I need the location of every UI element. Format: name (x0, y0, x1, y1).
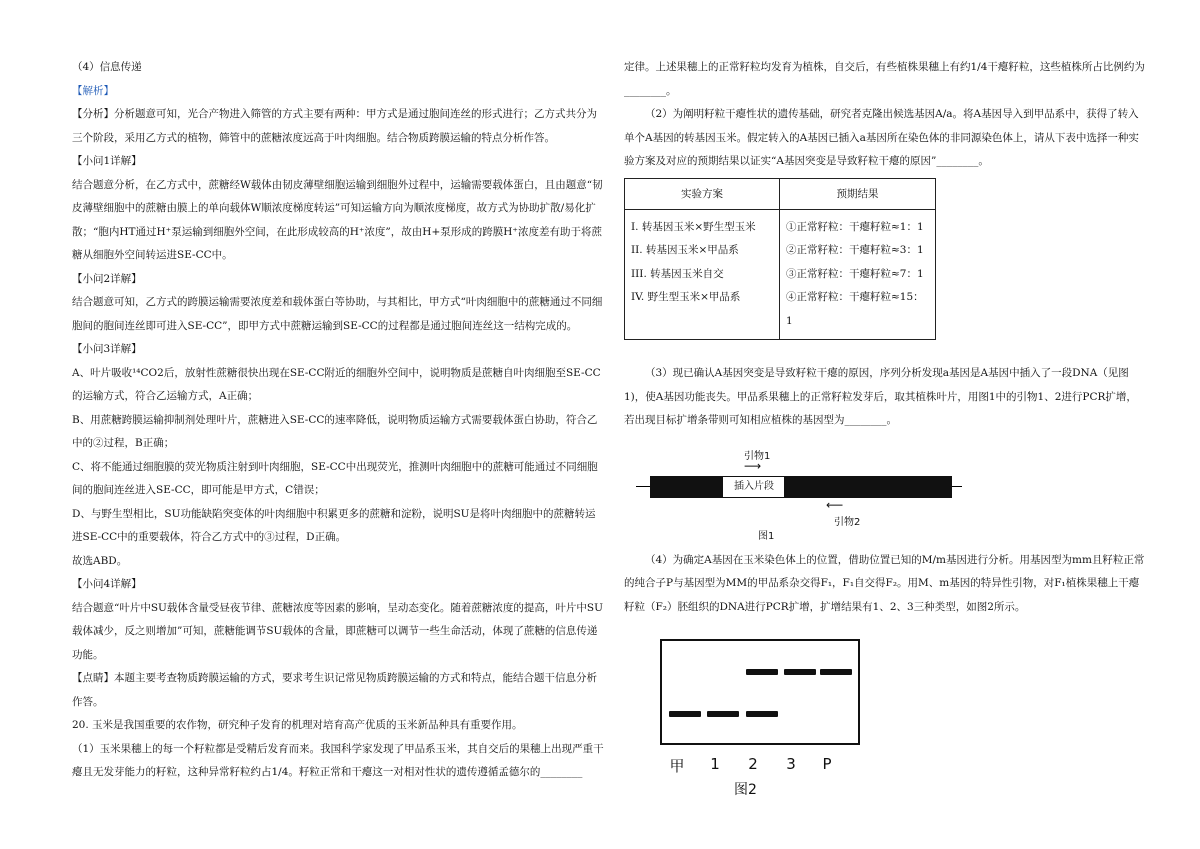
figure-1-gene-diagram (636, 447, 966, 542)
paragraph: B、用蔗糖跨膜运输抑制剂处理叶片，蔗糖进入SE-CC的速率降低，说明物质运输方式需要载体蛋白协助，符合乙中的②过程，B正确； (72, 413, 598, 449)
plan-item: III. 转基因玉米自交 (631, 267, 724, 280)
result-item: ①正常籽粒：干瘪籽粒≈1：1 (786, 220, 924, 233)
lane-label: P (822, 755, 832, 773)
paragraph: （4）信息传递 (72, 61, 142, 73)
paragraph: 【小问2详解】 (72, 272, 142, 285)
gene-block-right (784, 476, 952, 498)
insert-fragment: 插入片段 (722, 476, 786, 498)
paragraph: 结合题意“叶片中SU载体含量受昼夜节律、蔗糖浓度等因素的影响，呈动态变化。随着蔗糖浓度的提高，叶片中SU载体减少，反之则增加”可知，蔗糖能调节SU载体的含量，即蔗糖可以调节一些生命活动，体现了蔗糖的信息传递功能。 (72, 601, 603, 661)
plan-item: II. 转基因玉米×甲品系 (631, 244, 739, 256)
right-column (624, 56, 1146, 799)
paragraph: （1）玉米果穗上的每一个籽粒都是受精后发育而来。我国科学家发现了甲品系玉米，其自交后的果穗上出现严重干瘪且无发芽能力的籽粒，这种异常籽粒约占1/4。籽粒正常和干瘪这一对相对性状的遗传遵循孟德尔的________ (72, 742, 604, 778)
paragraph: （3）现已确认A基因突变是导致籽粒干瘪的原因，序列分析发现a基因是A基因中插入了一段DNA（见图1)，使A基因功能丧失。甲品系果穗上的正常籽粒发芽后，取其植株叶片，用图1中的引物1、2进行PCR扩增，若出现目标扩增条带则可知相应植株的基因型为________。 (624, 367, 1137, 426)
paragraph: （2）为阐明籽粒干瘪性状的遗传基础，研究者克隆出候选基因A/a。将A基因导入到甲品系中，获得了转入单个A基因的转基因玉米。假定转入的A基因已插入a基因所在染色体的非同源染色体上，请从下表中选择一种实验方案及对应的预期结果以证实“A基因突变是导致籽粒干瘪的原因”________。 (624, 108, 1139, 167)
paragraph: 【小问3详解】 (72, 343, 142, 355)
paragraph: A、叶片吸收¹⁴CO2后，放射性蔗糖很快出现在SE-CC附近的细胞外空间中，说明物质是蔗糖自叶肉细胞至SE-CC的运输方式，符合乙运输方式，A正确； (72, 366, 601, 402)
gel-box (660, 639, 860, 745)
gel-band (820, 669, 852, 675)
result-cell (780, 209, 936, 340)
paragraph: 【小问1详解】 (72, 155, 142, 167)
plan-item: IV. 野生型玉米×甲品系 (631, 291, 741, 303)
gel-band (784, 669, 816, 675)
paragraph: 结合题意分析，在乙方式中，蔗糖经W载体由韧皮薄壁细胞运输到细胞外过程中，运输需要载体蛋白，且由题意“韧皮薄壁细胞中的蔗糖由膜上的单向载体W顺浓度梯度转运”可知运输方向为顺浓度梯度，故方式为协助扩散/易化扩散；“胞内HT通过H⁺泵运输到细胞外空间，在此形成较高的H⁺浓度”，故由H+泵形成的跨膜H⁺浓度差有助于将蔗糖从细胞外空间转运进SE-CC中。 (72, 178, 603, 261)
primer-1-label: 引物1 (744, 450, 771, 462)
figure-2-gel (624, 639, 864, 799)
paragraph: 20. 玉米是我国重要的农作物，研究种子发育的机理对培育高产优质的玉米新品种具有重要作用。 (72, 719, 523, 731)
table-header: 实验方案 (625, 178, 780, 209)
experiment-table (624, 178, 936, 341)
paragraph: 【小问4详解】 (72, 578, 142, 590)
paragraph: 定律。上述果穗上的正常籽粒均发育为植株，自交后，有些植株果穗上有约1/4干瘪籽粒，这些植株所占比例约为________。 (624, 61, 1145, 97)
primer-2-arrow-icon: ⟵ (826, 497, 844, 512)
paragraph: 【点睛】本题主要考查物质跨膜运输的方式，要求考生识记常见物质跨膜运输的方式和特点，能结合题干信息分析作答。 (72, 672, 597, 708)
lane-label: 2 (748, 755, 758, 773)
paragraph: 【解析】 (72, 84, 114, 97)
figure-2-caption: 图2 (734, 782, 757, 798)
figure-1-caption: 图1 (758, 530, 775, 542)
plan-item: I. 转基因玉米×野生型玉米 (631, 220, 756, 233)
result-item: ③正常籽粒：干瘪籽粒≈7：1 (786, 267, 924, 280)
result-item: ④正常籽粒：干瘪籽粒≈15：1 (786, 291, 924, 327)
gene-block-left (650, 476, 722, 498)
lane-label: 1 (710, 755, 720, 773)
gel-band (707, 711, 739, 717)
paragraph: （4）为确定A基因在玉米染色体上的位置，借助位置已知的M/m基因进行分析。用基因型为mm且籽粒正常的纯合子P与基因型为MM的甲品系杂交得F₁，F₁自交得F₂。用M、m基因的特异性引物，对F₁植株果穗上干瘪籽粒（F₂）胚组织的DNA进行PCR扩增，扩增结果有1、2、3三种类型，如图2所示。 (624, 553, 1145, 613)
table-header: 预期结果 (780, 178, 936, 209)
paragraph: 【分析】分析题意可知，光合产物进入筛管的方式主要有两种：甲方式是通过胞间连丝的形式进行；乙方式共分为三个阶段，采用乙方式的植物，筛管中的蔗糖浓度远高于叶肉细胞。结合物质跨膜运输的特点分析作答。 (72, 108, 597, 144)
lane-label: 3 (786, 755, 796, 773)
plan-cell (625, 209, 780, 340)
paragraph: 结合题意可知，乙方式的跨膜运输需要浓度差和载体蛋白等协助，与其相比，甲方式“叶肉细胞中的蔗糖通过不同细胞间的胞间连丝即可进入SE-CC”，即甲方式中蔗糖运输到SE-CC的过程都是通过胞间连丝这一结构完成的。 (72, 296, 603, 332)
gel-band (746, 669, 778, 675)
result-item: ②正常籽粒：干瘪籽粒≈3：1 (786, 244, 924, 256)
left-column (72, 56, 604, 785)
paragraph: C、将不能通过细胞膜的荧光物质注射到叶肉细胞，SE-CC中出现荧光，推测叶肉细胞中的蔗糖可能通过不同细胞间的胞间连丝进入SE-CC，即可能是甲方式，C错误； (72, 460, 598, 496)
gel-band (669, 711, 701, 717)
primer-1-arrow-icon: ⟶ (744, 458, 762, 473)
paragraph: D、与野生型相比，SU功能缺陷突变体的叶肉细胞中积累更多的蔗糖和淀粉，说明SU是将叶肉细胞中的蔗糖转运进SE-CC中的重要载体，符合乙方式中的③过程，D正确。 (72, 507, 596, 543)
lane-label: 甲 (669, 757, 685, 775)
gel-band (746, 711, 778, 717)
primer-2-label: 引物2 (834, 516, 861, 528)
paragraph: 故选ABD。 (72, 554, 128, 567)
